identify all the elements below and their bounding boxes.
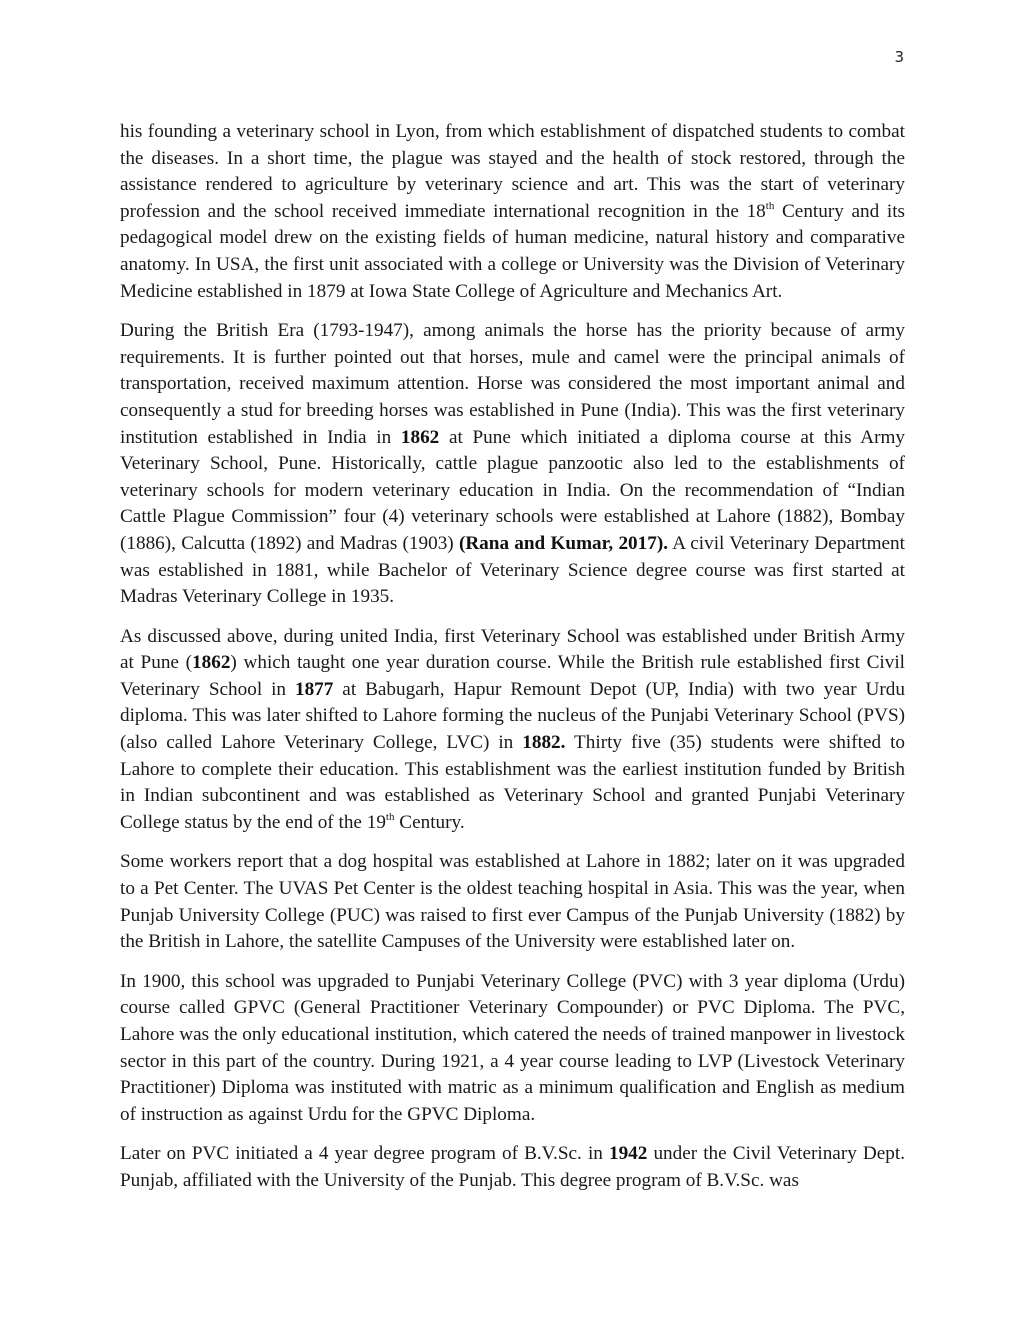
- text-run: Some workers report that a dog hospital was established at Lahore in 1882; later on it was upgraded to a Pet Center. The UVAS Pet Center is the oldest teaching hospital in Asia. This was the year, when Punjab University College (PUC) was raised to first ever Campus of the Punjab University (1882) by the British in Lahore, the satellite Campuses of the University were established later on.: [120, 851, 905, 953]
- bold-emphasis: (Rana and Kumar, 2017).: [458, 532, 669, 554]
- bold-emphasis: 1862: [400, 426, 440, 448]
- paragraph-lyon-school: [120, 119, 905, 305]
- bold-emphasis: 1942: [608, 1143, 648, 1165]
- text-run: Century.: [394, 811, 465, 833]
- bold-emphasis: 1862: [192, 652, 231, 674]
- ordinal-superscript: th: [385, 810, 395, 823]
- paragraph-bvsc-1942: [120, 1141, 905, 1194]
- text-run: As discussed above, during united India, first Veterinary School was established under British Army at Pune (: [120, 625, 905, 674]
- text-run: Later on PVC initiated a 4 year degree program of B.V.Sc. in: [120, 1143, 609, 1165]
- ordinal-superscript: th: [765, 199, 775, 212]
- text-run: In 1900, this school was upgraded to Punjabi Veterinary College (PVC) with 3 year diploma (Urdu) course called GPVC (General Practitioner Veterinary Compounder) or PVC Diploma. The PVC, Lahore was the only educational institution, which catered the needs of trained manpower in livestock sector in this part of the country. During 1921, a 4 year course leading to LVP (Livestock Veterinary Practitioner) Diploma was instituted with matric as a minimum qualification and English as medium of instruction as against Urdu for the GPVC Diploma.: [120, 970, 905, 1125]
- text-run: During the British Era (1793-1947), among animals the horse has the priority because of army requirements. It is further pointed out that horses, mule and camel were the principal animals of transportation, received maximum attention. Horse was considered the most important animal and consequently a stud for breeding horses was established in Pune (India). This was the first veterinary institution established in India in: [120, 320, 905, 448]
- text-run: Century and its pedagogical model drew on the existing fields of human medicine, natural history and comparative anatomy. In USA, the first unit associated with a college or University was the Division of Veterinary Medicine established in 1879 at Iowa State College of Agriculture and Mechanics Art.: [120, 200, 905, 302]
- text-run: at Babugarh, Hapur Remount Depot (UP, India) with two year Urdu diploma. This was later shifted to Lahore forming the nucleus of the Punjabi Veterinary School (PVS) (also called Lahore Veterinary College, LVC) in: [120, 678, 905, 754]
- text-run: ) which taught one year duration course. While the British rule established first Civil Veterinary School in: [120, 652, 905, 700]
- text-run: under the Civil Veterinary Dept. Punjab, affiliated with the University of the Punjab. This degree program of B.V.Sc. was: [120, 1143, 906, 1191]
- paragraph-pvc-1900: [120, 969, 905, 1129]
- text-run: his founding a veterinary school in Lyon, from which establishment of dispatched students to combat the diseases. In a short time, the plague was stayed and the health of stock restored, through the assistance rendered to agriculture by veterinary science and art. This was the start of veterinary profession and the school received immediate international recognition in the 18: [120, 121, 905, 222]
- text-run: at Pune which initiated a diploma course at this Army Veterinary School, Pune. Historically, cattle plague panzootic also led to the establishments of veterinary schools for modern veterinary education in India. On the recommendation of “Indian Cattle Plague Commission” four (4) veterinary schools were established at Lahore (1882), Bombay (1886), Calcutta (1892) and Madras (1903): [120, 426, 906, 554]
- bold-emphasis: 1877: [294, 678, 334, 700]
- paragraph-british-era: [120, 318, 905, 611]
- bold-emphasis: 1882.: [522, 732, 566, 754]
- text-run: A civil Veterinary Department was established in 1881, while Bachelor of Veterinary Science degree course was first started at Madras Veterinary College in 1935.: [120, 532, 905, 608]
- body-text: [120, 119, 905, 1208]
- page-number: 3: [894, 48, 904, 66]
- paragraph-united-india: [120, 624, 905, 837]
- text-run: Thirty five (35) students were shifted to Lahore to complete their education. This establishment was the earliest institution funded by British in Indian subcontinent and was established as Veterinary School and granted Punjabi Veterinary College status by the end of the 19: [120, 732, 905, 833]
- paragraph-dog-hospital: [120, 849, 905, 955]
